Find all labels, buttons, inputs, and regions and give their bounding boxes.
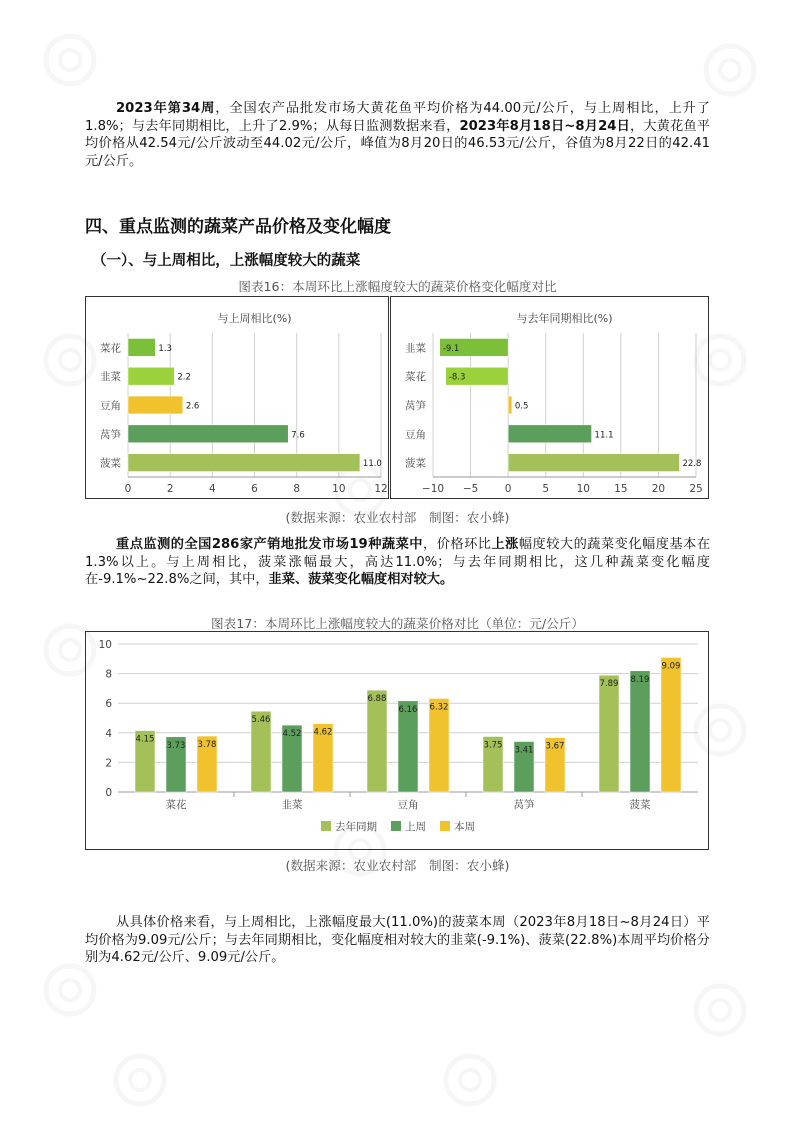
data-label: 7.6	[291, 430, 305, 441]
data-label: 7.89	[599, 679, 619, 690]
section-heading: 四、重点监测的蔬菜产品价格及变化幅度	[85, 217, 391, 237]
data-label: 22.8	[682, 459, 702, 470]
bar	[661, 657, 681, 792]
category-label: 豆角	[405, 428, 426, 441]
bee-logo-icon	[40, 30, 100, 90]
category-label: 韭菜	[405, 342, 426, 355]
data-label: 11.1	[594, 430, 614, 441]
legend-label: 本周	[454, 821, 475, 833]
y-tick-label: 6	[105, 698, 112, 711]
data-label: 3.41	[514, 745, 534, 756]
bar	[128, 396, 183, 414]
chart-price-compare	[86, 632, 708, 849]
x-tick-label: 0	[504, 483, 512, 495]
data-label: 4.52	[282, 729, 302, 740]
data-label: 3.78	[197, 740, 217, 751]
data-label: 3.67	[545, 741, 565, 752]
category-label: 菠菜	[100, 457, 121, 470]
x-tick-label: 4	[208, 483, 216, 495]
data-label: 9.09	[661, 661, 681, 672]
figure16-caption: 图表16：本周环比上涨幅度较大的蔬菜价格变化幅度对比	[238, 279, 557, 294]
figure16-source: (数据来源：农业农村部 制图：农小蜂)	[285, 510, 510, 525]
data-label: 2.6	[185, 401, 200, 412]
bar	[630, 671, 650, 792]
chart-week-change	[86, 297, 388, 498]
y-tick-label: 10	[98, 639, 112, 651]
chart-price-compare-frame	[85, 631, 709, 850]
bar	[508, 454, 679, 472]
data-label: 2.2	[177, 372, 191, 383]
y-tick-label: 4	[105, 727, 112, 740]
bar	[508, 425, 591, 443]
x-tick-label: 15	[614, 483, 628, 495]
legend-swatch	[391, 821, 401, 831]
x-tick-label: 2	[166, 483, 174, 495]
data-label: 11.0	[362, 459, 382, 470]
bar	[508, 396, 512, 414]
x-tick-label: 10	[332, 483, 346, 495]
bee-logo-icon	[690, 980, 750, 1040]
figure17-source: (数据来源：农业农村部 制图：农小蜂)	[285, 858, 510, 873]
paragraph-vegetable-change: 重点监测的全国286家产销地批发市场19种蔬菜中，价格环比上涨幅度较大的蔬菜变化幅度基本在1.3%以上。与上周相比，菠菜涨幅最大，高达11.0%；与去年同期相比，这几种蔬菜变化幅度在-9.1%~22.8%之间，其中，韭菜、菠菜变化幅度相对较大。	[85, 537, 711, 587]
y-tick-label: 8	[105, 668, 112, 681]
data-label: 1.3	[158, 343, 172, 354]
category-label: 菜花	[165, 799, 187, 811]
legend-swatch	[440, 821, 450, 831]
bee-logo-icon	[110, 1050, 170, 1110]
subsection-heading: （一）、与上周相比，上涨幅度较大的蔬菜	[92, 253, 361, 269]
category-label: 菠菜	[629, 799, 651, 811]
chart-year-change	[391, 297, 708, 498]
data-label: 0.5	[514, 401, 529, 412]
x-tick-label: 25	[689, 483, 703, 495]
x-tick-label: −5	[462, 483, 479, 495]
legend-label: 去年同期	[335, 821, 377, 833]
category-label: 韭菜	[281, 799, 303, 811]
bee-logo-icon	[700, 40, 760, 100]
chart-title: 与去年同期相比(%)	[516, 312, 613, 325]
bar	[429, 698, 449, 792]
paragraph-fish-price: 2023年第34周，全国农产品批发市场大黄花鱼平均价格为44.00元/公斤，与上周相比，上升了1.8%；与去年同期相比，上升了2.9%；从每日监测数据来看，2023年8月18日~8月24日，大黄花鱼平均价格从42.54元/公斤波动至44.02元/公斤，峰值为8月20日的46.53元/公斤，谷值为8月22日的42.41元/公斤。	[85, 101, 711, 169]
bar	[128, 425, 288, 443]
y-tick-label: 2	[105, 757, 112, 770]
data-label: 6.32	[429, 702, 449, 713]
x-tick-label: 12	[374, 483, 388, 495]
bar	[367, 690, 387, 792]
data-label: -8.3	[448, 372, 466, 383]
x-tick-label: 20	[651, 483, 666, 495]
bar	[128, 454, 360, 472]
chart-title: 与上周相比(%)	[217, 312, 292, 325]
category-label: 菜花	[100, 342, 121, 355]
data-label: 8.19	[630, 674, 650, 685]
x-tick-label: 0	[124, 483, 132, 495]
category-label: 豆角	[397, 799, 419, 811]
data-label: 3.73	[166, 740, 186, 751]
legend-swatch	[321, 821, 331, 831]
data-label: 4.62	[313, 727, 333, 738]
y-tick-label: 0	[105, 787, 112, 799]
bar	[128, 338, 155, 356]
chart-week-change-frame	[85, 296, 389, 499]
bar	[599, 675, 619, 792]
x-tick-label: 8	[293, 483, 301, 495]
legend-label: 上周	[405, 821, 426, 833]
category-label: 豆角	[100, 400, 121, 412]
data-label: 6.88	[367, 694, 387, 705]
category-label: 菜花	[405, 371, 426, 384]
x-tick-label: −10	[421, 483, 445, 495]
data-label: 5.46	[251, 715, 271, 726]
paragraph-specific-price: 从具体价格来看，与上周相比，上涨幅度最大(11.0%)的菠菜本周（2023年8月18日~8月24日）平均价格为9.09元/公斤；与去年同期相比，变化幅度相对较大的韭菜(-9.1%)、菠菜(22.8%)本周平均价格分别为4.62元/公斤、9.09元/公斤。	[85, 915, 710, 965]
bar	[128, 367, 174, 385]
category-label: 莴笋	[513, 799, 535, 811]
bee-logo-icon	[40, 960, 100, 1020]
x-tick-label: 5	[542, 483, 550, 495]
x-tick-label: 6	[251, 483, 258, 495]
x-tick-label: 10	[576, 483, 590, 495]
chart-year-change-frame	[390, 296, 709, 499]
data-label: 3.75	[483, 740, 503, 751]
category-label: 莴笋	[100, 428, 121, 441]
data-label: 6.16	[398, 704, 418, 715]
category-label: 莴笋	[405, 400, 426, 412]
category-label: 菠菜	[405, 457, 426, 470]
bee-logo-icon	[440, 1050, 500, 1110]
data-label: -9.1	[442, 343, 460, 354]
data-label: 4.15	[135, 734, 155, 745]
figure17-caption: 图表17：本周环比上涨幅度较大的蔬菜价格对比（单位：元/公斤）	[211, 616, 584, 631]
category-label: 韭菜	[100, 371, 121, 384]
